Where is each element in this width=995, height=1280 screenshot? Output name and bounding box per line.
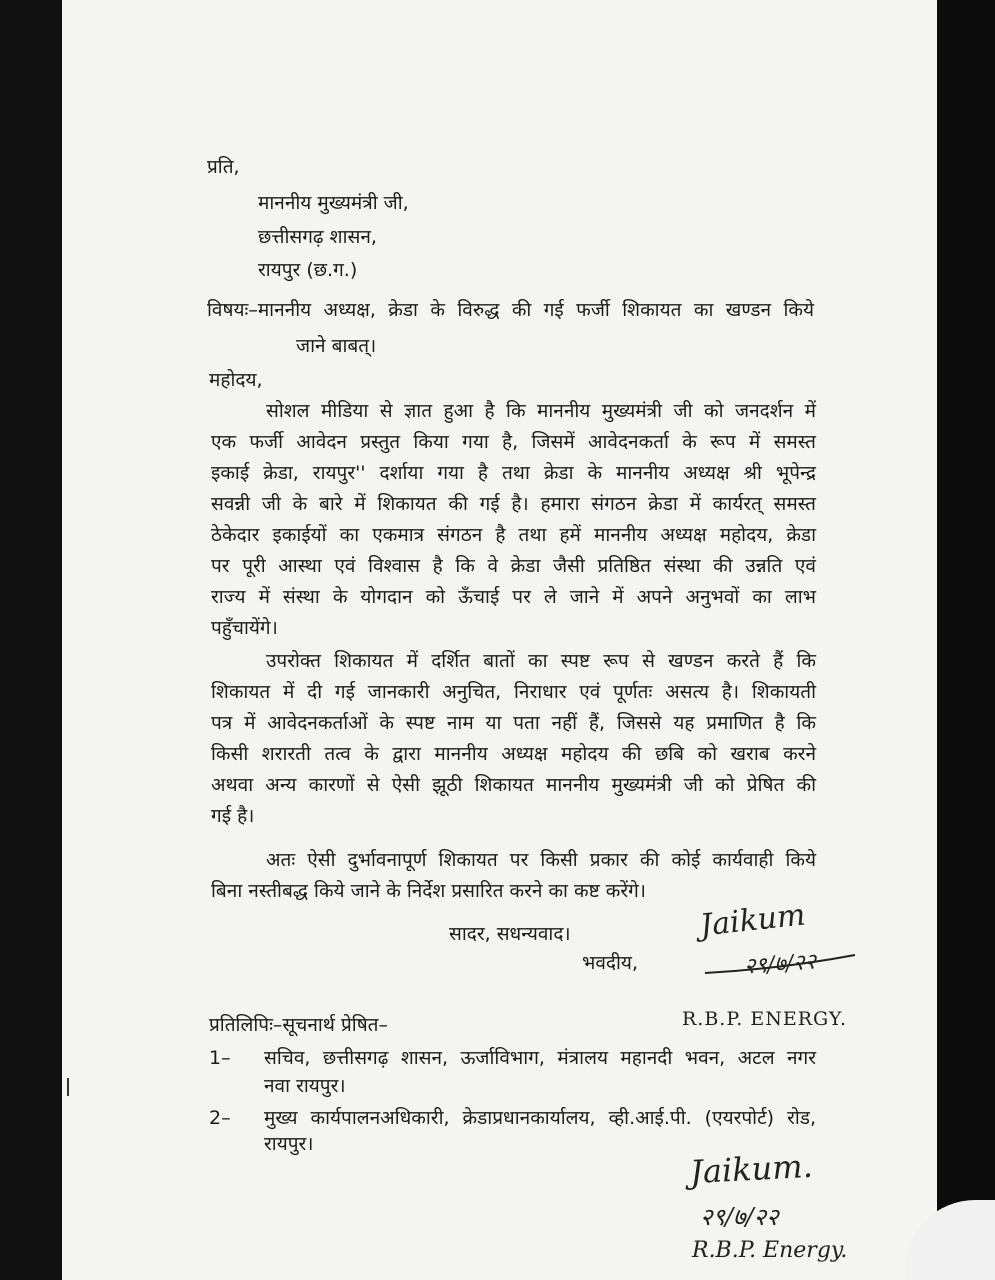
margin-mark: [67, 1078, 69, 1096]
addressee-line: माननीय मुख्यमंत्री जी,: [258, 192, 409, 214]
addressee-line: छत्तीसगढ़ शासन,: [258, 226, 377, 248]
paragraph-line: एक फर्जी आवेदन प्रस्तुत किया गया है, जिसमें आवेदनकर्ता के रूप में समस्त: [211, 431, 816, 453]
photo-border-left: [0, 0, 62, 1280]
greeting: महोदय,: [209, 369, 263, 391]
signature-2-date: २९/७/२२: [700, 1203, 779, 1231]
paragraph-line: उपरोक्त शिकायत में दर्शित बातों का स्पष्ट रूप से खण्डन करते हैं कि: [266, 650, 816, 672]
subject-line: विषयः–माननीय अध्यक्ष, क्रेडा के विरुद्ध की गई फर्जी शिकायत का खण्डन किये: [207, 299, 814, 321]
salutation-to: प्रति,: [207, 156, 240, 178]
copy-heading: प्रतिलिपिः–सूचनार्थ प्रेषित–: [209, 1014, 389, 1036]
paragraph-line: सवन्नी जी के बारे में शिकायत की गई है। हमारा संगठन क्रेडा में कार्यरत् समस्त: [211, 493, 816, 515]
letter-page: [62, 0, 937, 1280]
addressee-line: रायपुर (छ.ग.): [258, 259, 358, 281]
signature-1-underline: [700, 945, 860, 980]
paragraph-line: पहुँचायेंगे।: [211, 617, 278, 639]
copy-item-line: सचिव, छत्तीसगढ़ शासन, ऊर्जाविभाग, मंत्रालय महानदी भवन, अटल नगर: [264, 1047, 816, 1069]
paragraph-line: बिना नस्तीबद्ध किये जाने के निर्देश प्रसारित करने का कष्ट करेंगे।: [211, 880, 646, 902]
paragraph-line: ठेकेदार इकाईयों का एकमात्र संगठन है तथा हमें माननीय अध्यक्ष महोदय, क्रेडा: [211, 524, 816, 546]
copy-number: 1–: [209, 1047, 231, 1069]
closing: सादर, सधन्यवाद।: [449, 923, 571, 945]
paragraph-line: गई है।: [211, 805, 255, 827]
paragraph-line: पत्र में आवेदनकर्ताओं के स्पष्ट नाम या पता नहीं हैं, जिससे यह प्रमाणित है कि: [211, 712, 816, 734]
signature-1-org: R.B.P. ENERGY.: [682, 1008, 848, 1030]
yours-faithfully: भवदीय,: [582, 952, 638, 974]
paragraph-line: किसी शरारती तत्व के द्वारा माननीय अध्यक्ष महोदय की छबि को खराब करने: [211, 743, 816, 765]
paragraph-line: सोशल मीडिया से ज्ञात हुआ है कि माननीय मुख्यमंत्री जी को जनदर्शन में: [266, 400, 816, 422]
copy-item-line: मुख्य कार्यपालनअधिकारी, क्रेडाप्रधानकार्यालय, व्ही.आई.पी. (एयरपोर्ट) रोड,: [264, 1107, 816, 1129]
photo-border-right: [937, 0, 995, 1280]
copy-item-line: रायपुर।: [264, 1133, 314, 1155]
paragraph-line: राज्य में संस्था के योगदान को ऊँचाई पर ले जाने में अपने अनुभवों का लाभ: [211, 586, 816, 608]
subject-line: जाने बाबत्।: [296, 335, 377, 357]
copy-item-line: नवा रायपुर।: [264, 1075, 346, 1097]
paragraph-line: पर पूरी आस्था एवं विश्वास है कि वे क्रेडा जैसी प्रतिष्ठित संस्था की उन्नति एवं: [211, 555, 816, 577]
signature-2-org: R.B.P. Energy.: [692, 1238, 848, 1263]
paragraph-line: शिकायत में दी गई जानकारी अनुचित, निराधार एवं पूर्णतः असत्य है। शिकायती: [211, 681, 816, 703]
signature-1: Jaikum: [698, 897, 808, 944]
paragraph-line: अतः ऐसी दुर्भावनापूर्ण शिकायत पर किसी प्रकार की कोई कार्यवाही किये: [266, 849, 816, 871]
signature-1-date: २९/७/२२: [743, 949, 817, 980]
paragraph-line: इकाई क्रेडा, रायपुर'' दर्शाया गया है तथा क्रेडा के माननीय अध्यक्ष श्री भूपेन्द्र: [211, 462, 816, 484]
signature-2: Jaikum.: [689, 1146, 814, 1192]
copy-number: 2–: [209, 1107, 231, 1129]
paragraph-line: अथवा अन्य कारणों से ऐसी झूठी शिकायत माननीय मुख्यमंत्री जी को प्रेषित की: [211, 774, 816, 796]
